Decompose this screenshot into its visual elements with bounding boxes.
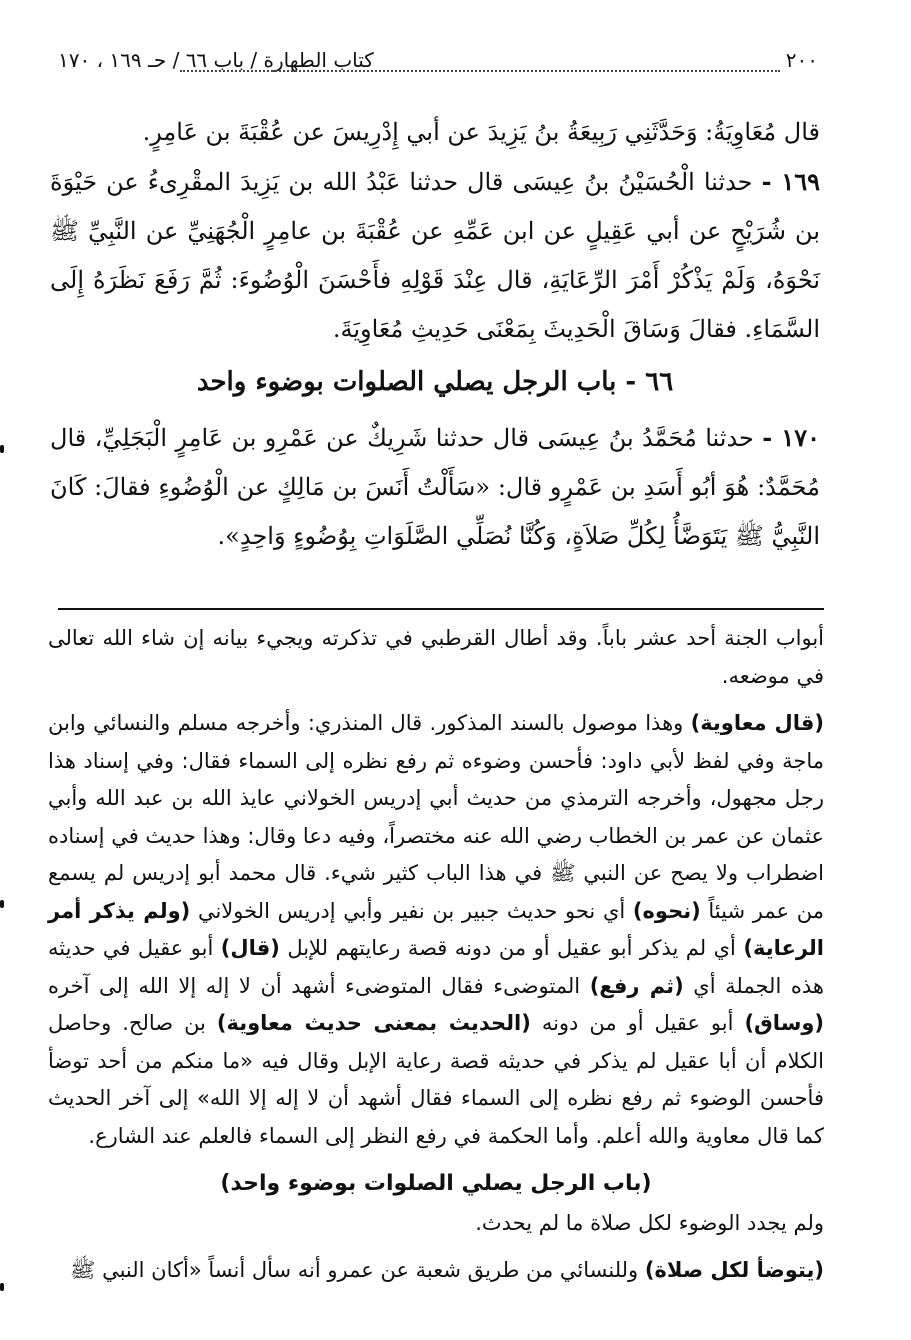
- hadith-170: [50, 413, 820, 561]
- bold-term: (قال معاوية): [690, 711, 824, 735]
- book-page: [40, 40, 824, 1320]
- hadith-number: ١٦٩ -: [761, 167, 820, 196]
- chapter-title: ٦٦ - باب الرجل يصلي الصلوات بوضوء واحد: [196, 367, 674, 397]
- scan-speck: [0, 445, 4, 453]
- page-header: [40, 40, 820, 80]
- page-number: ٢٠٠: [785, 48, 818, 72]
- commentary-paragraph: أبواب الجنة أحد عشر باباً. وقد أطال القرطبي في تذكرته ويجيء بيانه إن شاء الله تعالى في موضعه.: [48, 626, 824, 688]
- commentary-paragraph: [48, 705, 824, 1155]
- main-text: [50, 108, 820, 561]
- scan-speck: [0, 1283, 4, 1291]
- commentary-text: أبو عقيل في حديثه هذه الجملة أي: [48, 936, 824, 998]
- commentary-chapter-title: (باب الرجل يصلي الصلوات بوضوء واحد): [220, 1171, 652, 1196]
- footnote-separator: [58, 608, 824, 610]
- bold-term: (وساق): [744, 1011, 824, 1035]
- commentary-text: أبو عقيل أو من دونه: [541, 1011, 734, 1035]
- commentary-text: أي نحو حديث جبير بن نفير وأبي إدريس الخولاني: [197, 898, 626, 923]
- commentary-text: أي لم يذكر أبو عقيل أو من دونه قصة رعايتهم للإبل: [287, 936, 736, 960]
- hadith-text: حدثنا الْحُسَيْنُ بنُ عِيسَى قال حدثنا عَبْدُ الله بن يَزِيدَ المقْرِىءُ عن حَيْوَةَ بن شُرَيْحٍ عن أبي عَقِيلٍ عن ابن عَمِّهِ عن عُقْبَةَ بن عامِرٍ الْجُهَنِيِّ عن النَّبِيِّ ﷺ نَحْوَهُ، وَلَمْ يَذْكُرْ أَمْرَ الرِّعَايَةِ، قال عِنْدَ قَوْلِهِ فأَحْسَنَ الْوُضُوءَ: ثُمَّ رَفَعَ نَظَرَهُ إِلَى السَّمَاءِ. فقالَ وَسَاقَ الْحَدِيثَ بِمَعْنَى حَدِيثِ مُعَاوِيَةَ.: [50, 168, 821, 343]
- running-title: كتاب الطهارة / باب ٦٦ / حـ ١٦٩ ، ١٧٠: [58, 48, 374, 72]
- commentary-text: بن صالح. وحاصل الكلام أن أبا عقيل لم يذكر في حديثه قصة رعاية الإبل وقال فيه «ما منكم من أحد توضأ فأحسن الوضوء ثم رفع نظره إلى السماء فقال أشهد أن لا إله إلا الله» إلى آخر الحديث كما قال معاوية والله أعلم. وأما الحكمة في رفع النظر إلى السماء فالعلم عند الشارع.: [48, 1011, 824, 1148]
- bold-term: (نحوه): [632, 898, 701, 923]
- text-line-muawiya: قال مُعَاوِيَةُ: وَحَدَّثَنِي رَبِيعَةُ بنُ يَزِيدَ عن أبي إِدْرِيسَ عن عُقْبَةَ بن عَامِرٍ.: [142, 118, 820, 146]
- header-dotted-leader: [180, 70, 780, 72]
- bold-term: (ولم يذكر أمر الرعاية): [48, 898, 824, 960]
- commentary-text: المتوضىء فقال المتوضىء أشهد أن لا إله إلا الله إلى آخره: [48, 973, 581, 998]
- commentary-text: وهذا موصول بالسند المذكور. قال المنذري: وأخرجه مسلم والنسائي وابن ماجة وفي لفظ لأبي داود: فأحسن وضوءه ثم رفع نظره إلى السماء فقال: وفي إسناد هذا رجل مجهول، وأخرجه الترمذي من حديث أبي إدريس الخولاني عايذ الله بن عبد الله وأبي عثمان عن عمر بن الخطاب رضي الله عنه مختصراً، وفيه دعا وقال: وهذا حديث في إسناده اضطراب ولا يصح عن النبي ﷺ في هذا الباب كثير شيء. قال محمد أبو إدريس لم يسمع من عمر شيئاً: [48, 711, 824, 923]
- bold-term: (يتوضأ لكل صلاة): [644, 1258, 824, 1282]
- hadith-169: [50, 157, 820, 354]
- hadith-text: حدثنا مُحَمَّدُ بنُ عِيسَى قال حدثنا شَرِيكٌ عن عَمْرِو بن عَامِرٍ الْبَجَلِيِّ، قال مُحَمَّدٌ: هُوَ أبُو أَسَدِ بن عَمْرٍو قال: «سَأَلْتُ أَنَسَ بن مَالِكٍ عن الْوُضُوءِ فقالَ: كَانَ النَّبِيُّ ﷺ يَتَوَضَّأُ لِكُلِّ صَلاَةٍ، وَكُنَّا نُصَلِّي الصَّلَوَاتِ بِوُضُوءٍ وَاحِدٍ».: [50, 424, 820, 550]
- bold-term: (قال): [220, 936, 280, 960]
- bold-term: (الحديث بمعنى حديث معاوية): [216, 1011, 531, 1035]
- commentary-text: وللنسائي من طريق شعبة عن عمرو أنه سأل أنساً «أكان النبي ﷺ: [70, 1258, 639, 1282]
- bold-term: (ثم رفع): [589, 973, 684, 998]
- hadith-number: ١٧٠ -: [762, 423, 820, 452]
- scan-speck: [0, 900, 4, 908]
- commentary-paragraph: [48, 1252, 824, 1290]
- commentary: [48, 620, 824, 1300]
- commentary-paragraph: ولم يجدد الوضوء لكل صلاة ما لم يحدث.: [475, 1210, 824, 1235]
